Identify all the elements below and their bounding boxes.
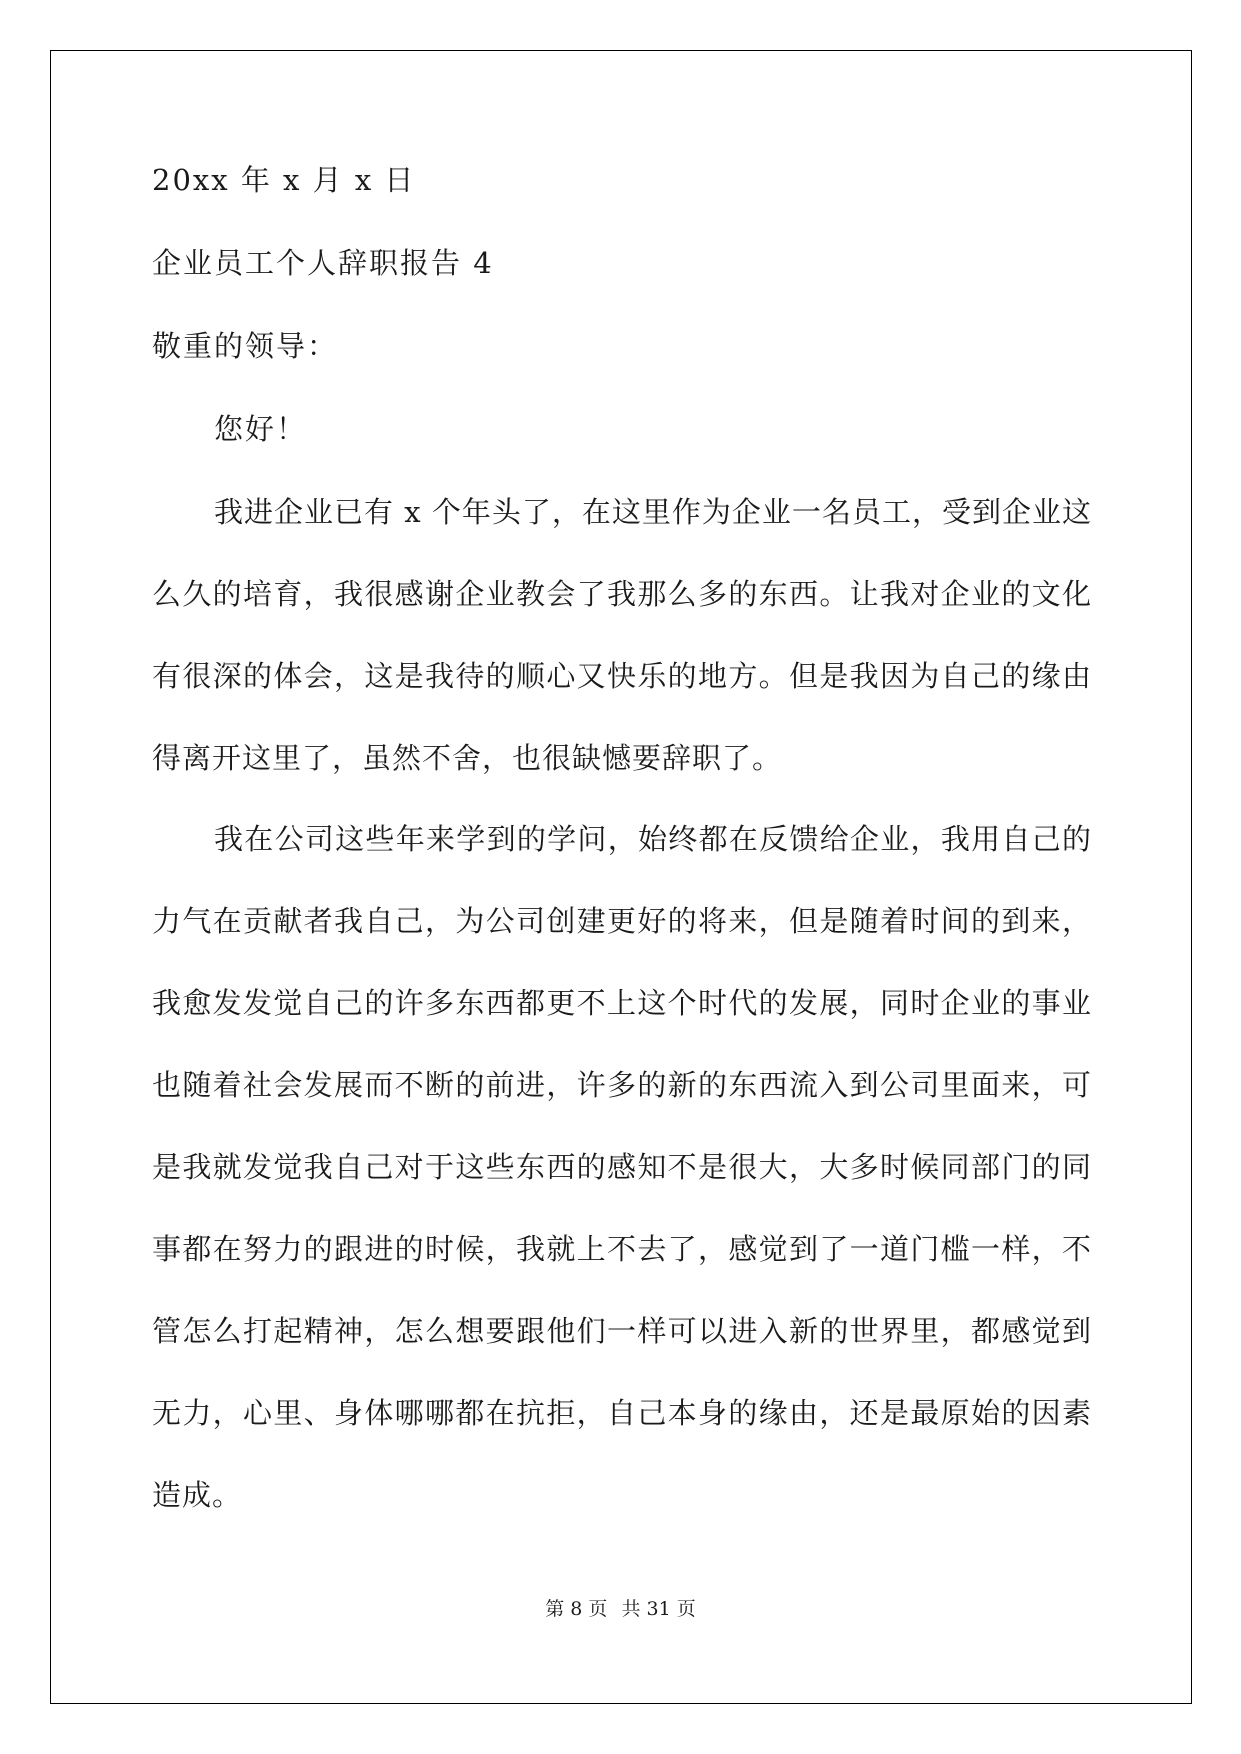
- paragraph-1: 我进企业已有 x 个年头了，在这里作为企业一名员工，受到企业这么久的培育，我很感谢企业教会了我那么多的东西。让我对企业的文化有很深的体会，这是我待的顺心又快乐的地方。但是我因为自己的缘由得离开这里了，虽然不舍，也很缺憾要辞职了。: [152, 495, 1092, 775]
- page-number: 第 8 页: [545, 1598, 608, 1620]
- paragraph-2: 我在公司这些年来学到的学问，始终都在反馈给企业，我用自己的力气在贡献者我自己，为公司创建更好的将来，但是随着时间的到来，我愈发发觉自己的许多东西都更不上这个时代的发展，同时企业的事业也随着社会发展而不断的前进，许多的新的东西流入到公司里面来，可是我就发觉我自己对于这些东西的感知不是很大，大多时候同部门的同事都在努力的跟进的时候，我就上不去了，感觉到了一道门槛一样，不管怎么打起精神，怎么想要跟他们一样可以进入新的世界里，都感觉到无力，心里、身体哪哪都在抗拒，自己本身的缘由，还是最原始的因素造成。: [152, 822, 1092, 1512]
- document-date: 20xx 年 x 月 x 日: [152, 163, 416, 197]
- salutation: 敬重的领导：: [152, 329, 339, 363]
- document-title: 企业员工个人辞职报告 4: [152, 246, 494, 280]
- document-body: [152, 160, 1092, 1536]
- page-total: 共 31 页: [621, 1598, 696, 1620]
- greeting: 您好！: [214, 412, 308, 446]
- page-footer: [0, 1594, 1241, 1621]
